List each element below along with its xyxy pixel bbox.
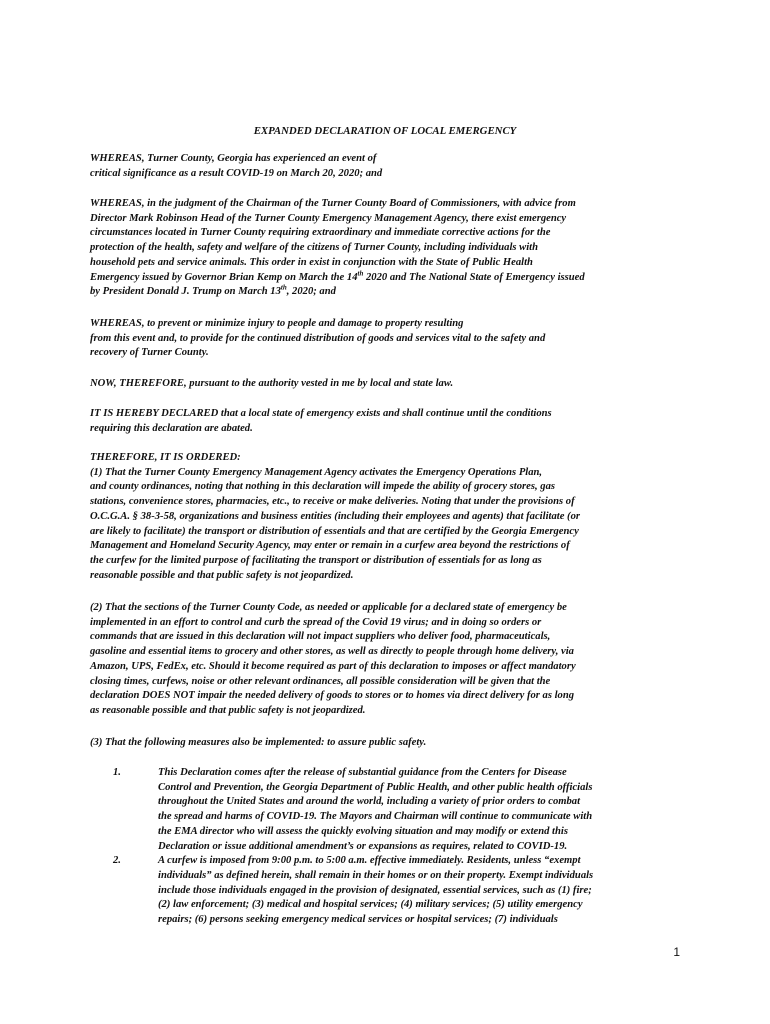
text-line: (1) That the Turner County Emergency Management Agency activates the Emergency Operations Plan,: [90, 466, 543, 478]
ordered-paragraph: [90, 451, 690, 583]
text-line: include those individuals engaged in the provision of designated, essential services, such as (1) fire;: [158, 884, 592, 896]
list-item-text: [158, 854, 690, 928]
text-fragment: , 2020; and: [286, 286, 336, 298]
text-line: [90, 268, 690, 286]
text-line: circumstances located in Turner County requiring extraordinary and immediate corrective actions for the: [90, 227, 551, 239]
text-line: WHEREAS, Turner County, Georgia has experienced an event of: [90, 153, 377, 164]
document-title: EXPANDED DECLARATION OF LOCAL EMERGENCY: [253, 125, 517, 137]
text-line: Declaration or issue additional amendment’s or expansions as requires, related to COVID-19.: [158, 840, 568, 852]
text-line: critical significance as a result COVID-19 on March 20, 2020; and: [90, 167, 383, 179]
superscript: th: [357, 268, 364, 277]
order-item-3-paragraph: [90, 736, 690, 751]
text-line: commands that are issued in this declaration will not impact suppliers who deliver food, pharmaceuticals,: [90, 631, 551, 643]
text-line: individuals” as defined herein, shall remain in their homes or on their property. Exempt individuals: [158, 869, 594, 881]
list-item-number: 1.: [113, 767, 121, 778]
text-line: This Declaration comes after the release of substantial guidance from the Centers for Disease: [158, 767, 567, 778]
text-line: stations, convenience stores, pharmacies, etc., to receive or make deliveries. Noting that under the provisions of: [90, 496, 575, 508]
declared-paragraph: [90, 407, 690, 436]
text-line: (2) law enforcement; (3) medical and hospital services; (4) military services; (5) utility emergency: [158, 899, 583, 911]
text-line: declaration DOES NOT impair the needed delivery of goods to stores or to homes via direct delivery for as long: [90, 690, 575, 702]
text-line: repairs; (6) persons seeking emergency medical services or hospital services; (7) individuals: [158, 914, 558, 926]
text-line: the EMA director who will assess the quickly evolving situation and may modify or extend this: [158, 825, 568, 837]
text-line: the curfew for the limited purpose of facilitating the transport or distribution of essentials for as long as: [90, 554, 542, 566]
text-line: WHEREAS, in the judgment of the Chairman of the Turner County Board of Commissioners, with advice from: [90, 198, 576, 209]
text-line: Control and Prevention, the Georgia Department of Public Health, and other public health officials: [158, 781, 593, 793]
text-line: IT IS HEREBY DECLARED that a local state of emergency exists and shall continue until the conditions: [90, 408, 552, 419]
text-line: A curfew is imposed from 9:00 p.m. to 5:00 a.m. effective immediately. Residents, unless “exempt: [158, 855, 581, 867]
text-line: the spread and harms of COVID-19. The Mayors and Chairman will continue to communicate with: [158, 811, 593, 823]
text-line: household pets and service animals. This order in exist in conjunction with the State of Public Health: [90, 256, 533, 268]
whereas-paragraph-2: [90, 197, 690, 300]
list-item: [90, 766, 690, 854]
text-line: and county ordinances, noting that nothing in this declaration will impede the ability of grocery stores, gas: [90, 481, 555, 493]
text-line: as reasonable possible and that public safety is not jeopardized.: [90, 704, 366, 716]
superscript: th: [280, 283, 287, 292]
text-line: Management and Homeland Security Agency, may enter or remain in a curfew area beyond the restrictions of: [90, 540, 570, 552]
text-line: [90, 285, 690, 300]
text-line: recovery of Turner County.: [90, 347, 209, 359]
order-item-2-paragraph: [90, 601, 690, 719]
whereas-paragraph-1: [90, 152, 690, 181]
page-number: 1: [673, 945, 680, 959]
text-line: WHEREAS, to prevent or minimize injury to people and damage to property resulting: [90, 318, 464, 329]
list-item-text: [158, 766, 690, 854]
text-line: O.C.G.A. § 38-3-58, organizations and business entities (including their employees and agents) that facilitate (or: [90, 510, 580, 522]
list-item-number: 2.: [113, 855, 121, 867]
text-fragment: by President Donald J. Trump on March 13: [90, 286, 281, 298]
text-line: (2) That the sections of the Turner County Code, as needed or applicable for a declared state of emergency be: [90, 602, 567, 613]
text-line: THEREFORE, IT IS ORDERED:: [90, 452, 241, 463]
whereas-paragraph-3: [90, 317, 690, 361]
text-line: Director Mark Robinson Head of the Turner County Emergency Management Agency, there exist emergency: [90, 212, 567, 224]
list-item: [90, 854, 690, 928]
now-therefore-paragraph: [90, 377, 690, 392]
text-line: from this event and, to provide for the continued distribution of goods and services vital to the safety and: [90, 332, 546, 344]
text-line: requiring this declaration are abated.: [90, 422, 253, 434]
numbered-list: [90, 766, 690, 928]
text-fragment: Emergency issued by Governor Brian Kemp on March the 14: [90, 271, 358, 283]
text-line: are likely to facilitate) the transport or distribution of essentials and that are certified by the Georgia Emergency: [90, 525, 579, 537]
text-line: (3) That the following measures also be implemented: to assure public safety.: [90, 737, 427, 748]
text-line: NOW, THEREFORE, pursuant to the authority vested in me by local and state law.: [90, 378, 454, 389]
text-line: Amazon, UPS, FedEx, etc. Should it become required as part of this declaration to imposes or affect mandatory: [90, 660, 576, 672]
text-line: closing times, curfews, noise or other relevant ordinances, all possible consideration will be given that the: [90, 675, 551, 687]
text-line: reasonable possible and that public safety is not jeopardized.: [90, 569, 354, 581]
text-line: protection of the health, safety and welfare of the citizens of Turner County, including individuals with: [90, 242, 539, 254]
text-line: gasoline and essential items to grocery and other stores, as well as directly to people through home delivery, via: [90, 646, 574, 658]
text-fragment: 2020 and The National State of Emergency issued: [363, 271, 585, 283]
text-line: throughout the United States and around the world, including a variety of prior orders to combat: [158, 796, 581, 808]
text-line: implemented in an effort to control and curb the spread of the Covid 19 virus; and in doing so orders or: [90, 616, 542, 628]
